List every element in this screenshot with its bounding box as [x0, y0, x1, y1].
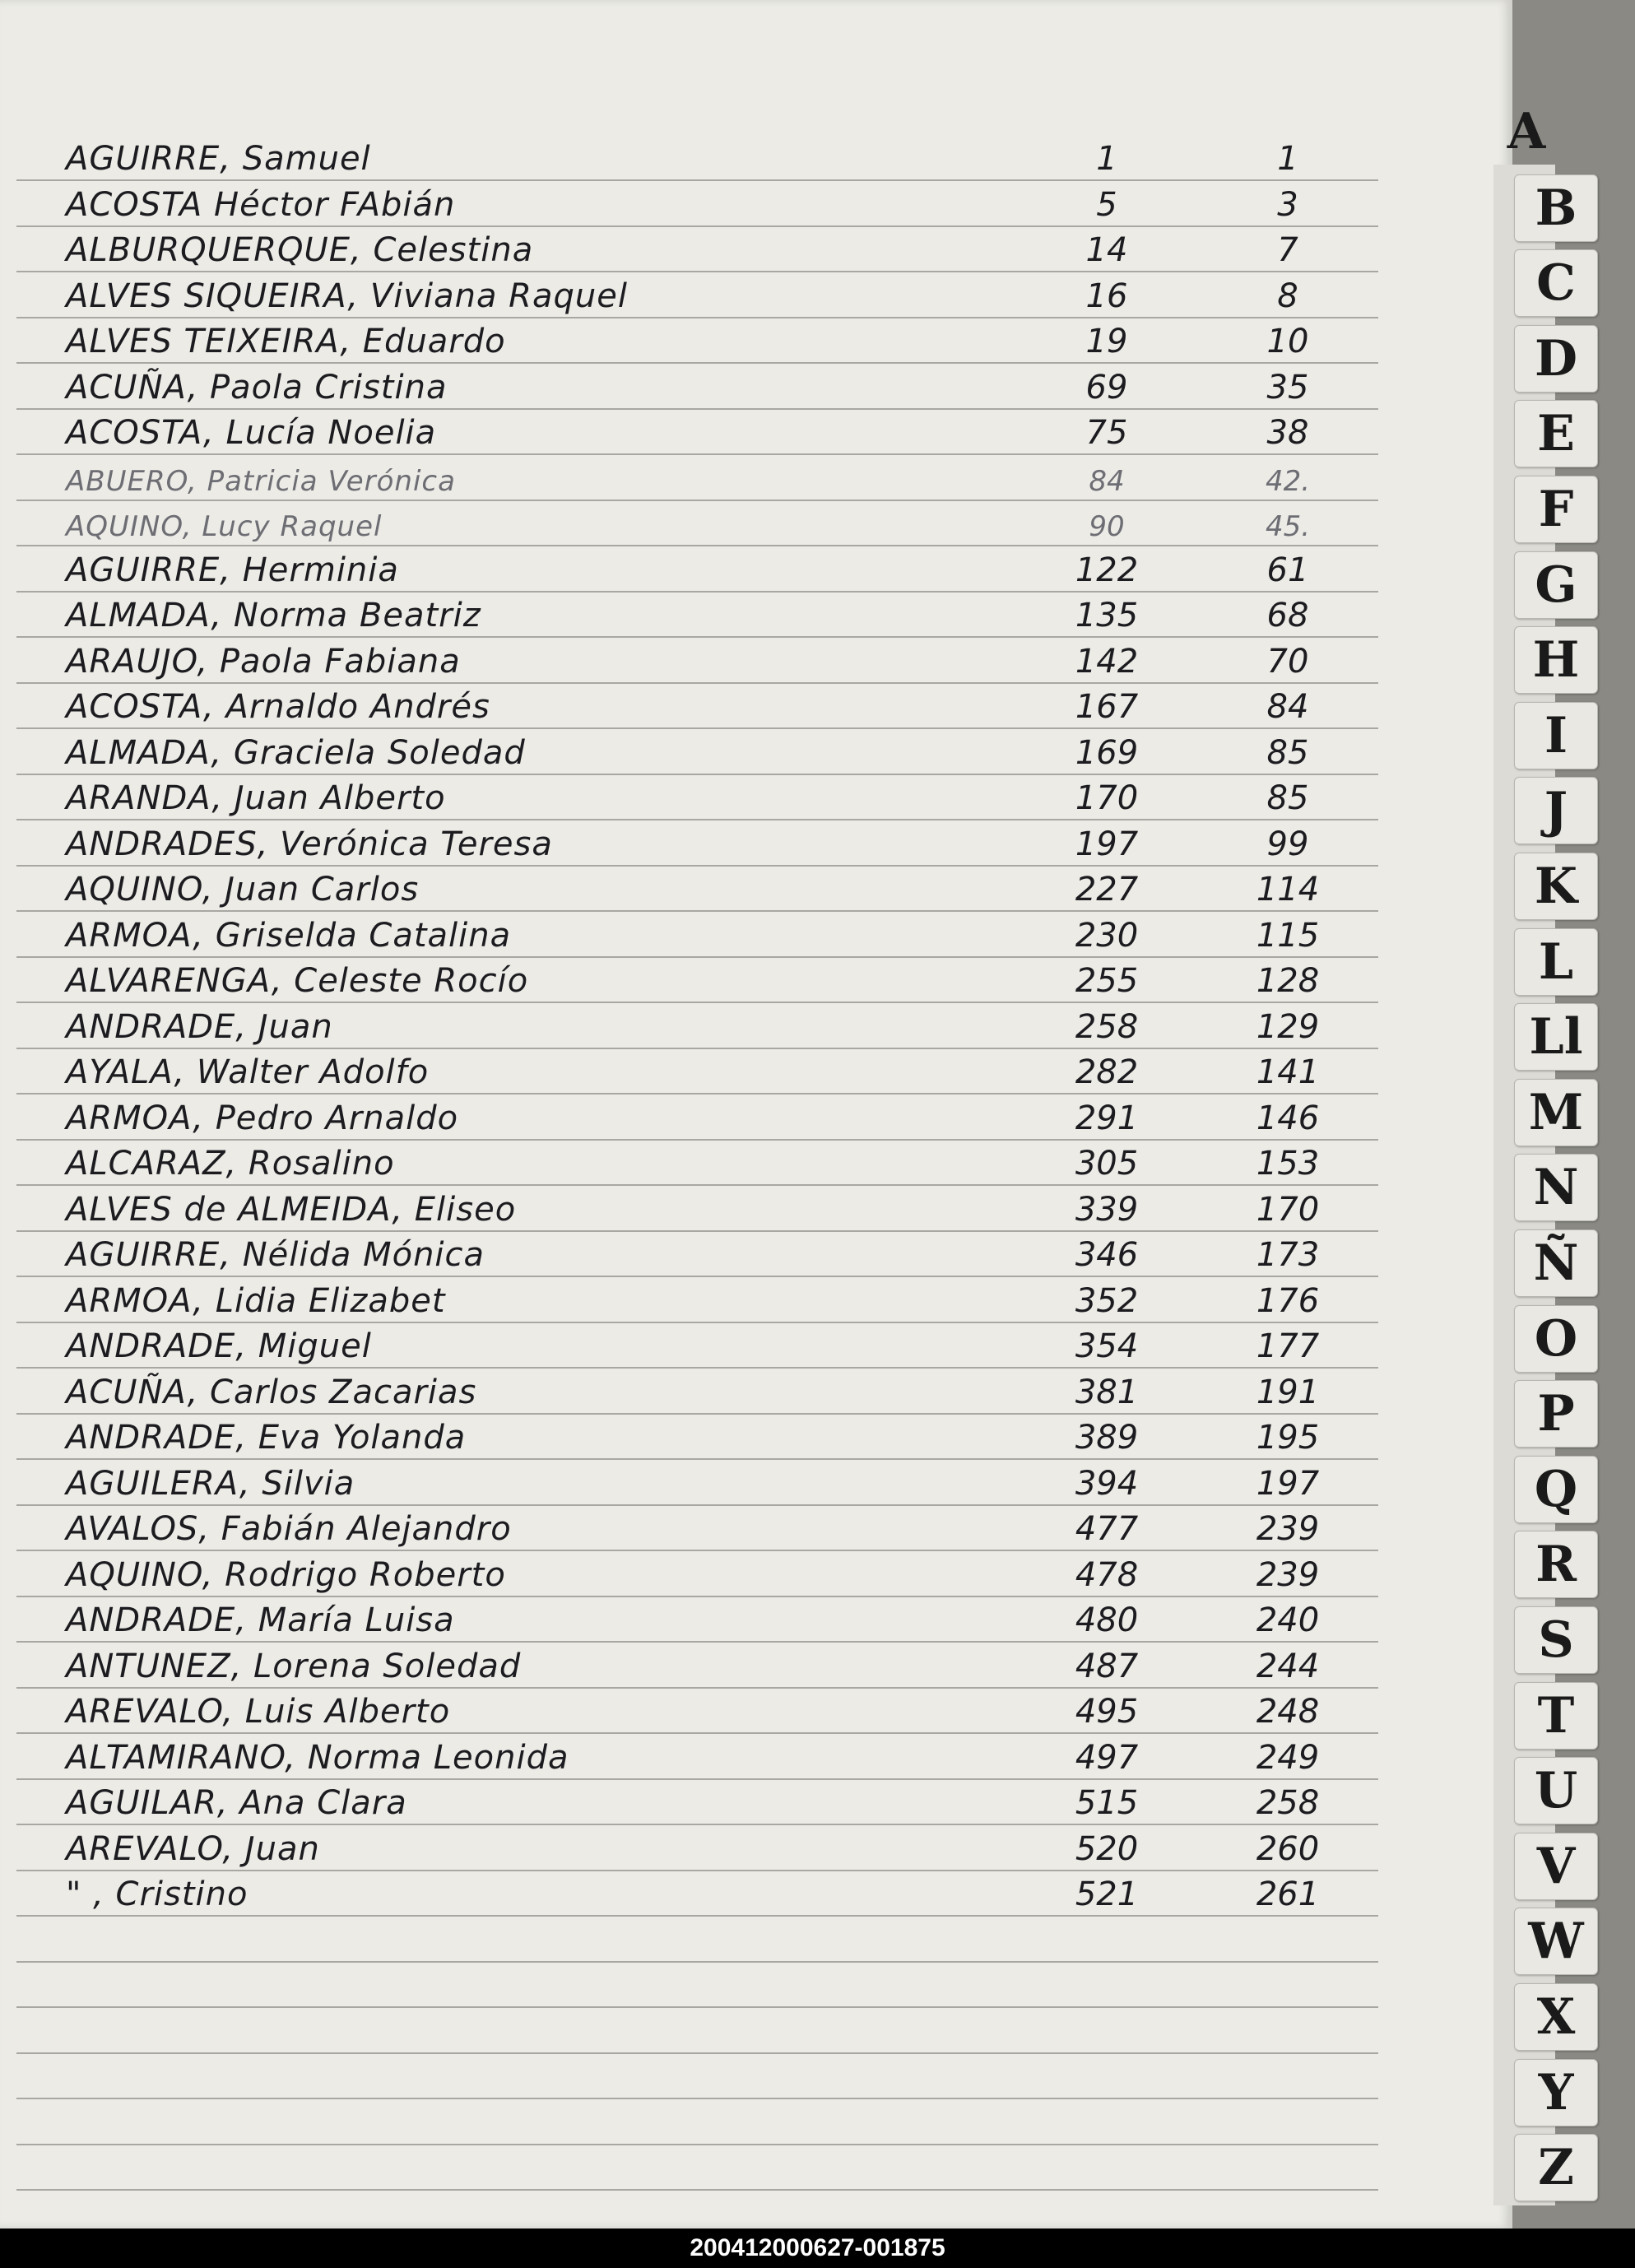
index-tab-28[interactable]: Z: [1514, 2134, 1598, 2201]
table-row: [0, 1459, 1512, 1504]
table-row: [0, 591, 1512, 636]
entry-number-1: 354: [1075, 1327, 1139, 1365]
entry-name: AQUINO, Lucy Raquel: [66, 510, 383, 543]
entry-number-1: 84: [1089, 464, 1125, 498]
index-tab-15[interactable]: N: [1514, 1154, 1598, 1221]
index-tab-16[interactable]: Ñ: [1514, 1229, 1598, 1297]
entry-name: ACOSTA, Arnaldo Andrés: [66, 688, 490, 726]
entry-number-1: 14: [1085, 231, 1128, 269]
index-tab-6[interactable]: F: [1514, 476, 1598, 543]
index-tab-13[interactable]: Ll: [1514, 1003, 1598, 1071]
entry-number-2: 129: [1256, 1007, 1320, 1046]
index-tab-12[interactable]: L: [1514, 928, 1598, 996]
table-row: [0, 682, 1512, 727]
entry-name: ANDRADE, María Luisa: [66, 1601, 455, 1639]
table-row: [0, 1413, 1512, 1458]
entry-number-1: 487: [1075, 1647, 1139, 1685]
table-row: [0, 1778, 1512, 1824]
ruled-line: [16, 2189, 1378, 2191]
index-tab-25[interactable]: W: [1514, 1908, 1598, 1975]
entry-name: ALTAMIRANO, Norma Leonida: [66, 1738, 569, 1777]
entry-number-2: 177: [1256, 1327, 1320, 1365]
entry-name: AGUIRRE, Herminia: [66, 551, 399, 589]
entry-number-2: 249: [1256, 1738, 1320, 1777]
entry-number-2: 70: [1266, 642, 1309, 681]
table-row: [0, 1322, 1512, 1367]
entry-number-1: 497: [1075, 1738, 1139, 1777]
entry-number-2: 258: [1256, 1784, 1320, 1822]
entry-number-1: 69: [1085, 368, 1128, 407]
entry-name: AQUINO, Juan Carlos: [66, 871, 420, 909]
entry-number-1: 521: [1075, 1875, 1139, 1913]
table-row: [0, 1094, 1512, 1139]
index-tab-19[interactable]: Q: [1514, 1456, 1598, 1523]
entry-number-2: 7: [1277, 231, 1298, 269]
index-tab-3[interactable]: C: [1514, 249, 1598, 317]
entry-number-1: 142: [1075, 642, 1139, 681]
entry-number-2: 239: [1256, 1555, 1320, 1594]
table-row: [0, 637, 1512, 682]
entry-number-2: 38: [1266, 414, 1309, 452]
entry-number-2: 61: [1266, 551, 1309, 589]
entry-number-2: 3: [1277, 185, 1298, 224]
table-row: [0, 1550, 1512, 1596]
entry-number-2: 114: [1256, 871, 1320, 909]
entry-number-2: 248: [1256, 1693, 1320, 1731]
entry-number-2: 99: [1266, 825, 1309, 863]
entry-number-1: 480: [1075, 1601, 1139, 1639]
entry-number-1: 170: [1075, 779, 1139, 817]
entry-number-2: 191: [1256, 1373, 1320, 1411]
index-tab-7[interactable]: G: [1514, 551, 1598, 619]
entry-number-2: 176: [1256, 1281, 1320, 1320]
table-row: [0, 774, 1512, 819]
table-row: [0, 820, 1512, 865]
entry-name: ACOSTA Héctor FAbián: [66, 185, 456, 224]
entry-number-2: 173: [1256, 1236, 1320, 1274]
entry-number-2: 197: [1256, 1464, 1320, 1503]
table-row: [0, 408, 1512, 453]
index-tab-27[interactable]: Y: [1514, 2059, 1598, 2126]
entry-number-2: 244: [1256, 1647, 1320, 1685]
table-row: [0, 1276, 1512, 1322]
table-row: [0, 865, 1512, 910]
entry-number-2: 35: [1266, 368, 1309, 407]
entry-name: ABUERO, Patricia Verónica: [66, 464, 456, 498]
entry-name: ANDRADE, Miguel: [66, 1327, 372, 1365]
entry-number-1: 389: [1075, 1419, 1139, 1457]
entry-number-1: 394: [1075, 1464, 1139, 1503]
index-tab-22[interactable]: T: [1514, 1682, 1598, 1750]
table-row: [0, 500, 1512, 545]
index-tab-1[interactable]: A: [1507, 103, 1546, 160]
entry-number-2: 146: [1256, 1099, 1320, 1137]
entry-name: " , Cristino: [66, 1875, 249, 1913]
entry-number-2: 261: [1256, 1875, 1320, 1913]
ruled-line: [16, 2144, 1378, 2145]
entry-name: ACUÑA, Paola Cristina: [66, 368, 448, 407]
entry-number-1: 75: [1085, 414, 1128, 452]
table-row: [0, 1596, 1512, 1641]
entry-number-1: 520: [1075, 1829, 1139, 1868]
entry-name: ALMADA, Norma Beatriz: [66, 597, 481, 634]
ruled-line: [16, 2098, 1378, 2099]
entry-name: AYALA, Walter Adolfo: [66, 1053, 430, 1091]
entry-number-1: 346: [1075, 1236, 1139, 1274]
entry-name: AREVALO, Juan: [66, 1829, 320, 1868]
entry-name: ALVES de ALMEIDA, Eliseo: [66, 1190, 517, 1229]
entry-number-2: 85: [1266, 733, 1309, 772]
entry-name: ANDRADE, Juan: [66, 1007, 333, 1046]
ruled-line: [16, 2052, 1378, 2054]
index-tab-9[interactable]: I: [1514, 702, 1598, 769]
entry-number-2: 1: [1277, 140, 1298, 178]
table-row: [0, 272, 1512, 317]
table-row: [0, 225, 1512, 271]
index-tab-18[interactable]: P: [1514, 1380, 1598, 1448]
entry-name: ANTUNEZ, Lorena Soledad: [66, 1647, 522, 1685]
entry-number-1: 478: [1075, 1555, 1139, 1594]
entry-name: AGUILERA, Silvia: [66, 1464, 355, 1503]
entry-number-1: 169: [1075, 733, 1139, 772]
entry-number-2: 239: [1256, 1510, 1320, 1548]
index-tab-10[interactable]: J: [1514, 777, 1598, 844]
entry-name: ALVES SIQUEIRA, Viviana Raquel: [66, 277, 628, 315]
entry-number-2: 240: [1256, 1601, 1320, 1639]
entry-number-2: 195: [1256, 1419, 1320, 1457]
ruled-line: [16, 2006, 1378, 2008]
entry-number-1: 135: [1075, 597, 1139, 634]
entry-number-1: 495: [1075, 1693, 1139, 1731]
table-row: [0, 180, 1512, 225]
ruled-line: [16, 1961, 1378, 1963]
index-tab-14[interactable]: M: [1514, 1079, 1598, 1146]
table-row: [0, 1368, 1512, 1413]
entry-name: ARMOA, Pedro Arnaldo: [66, 1099, 459, 1137]
entry-name: ANDRADE, Eva Yolanda: [66, 1419, 467, 1457]
entry-name: ALCARAZ, Rosalino: [66, 1145, 395, 1183]
entry-number-1: 230: [1075, 916, 1139, 955]
entry-name: AVALOS, Fabián Alejandro: [66, 1510, 512, 1548]
entry-number-1: 16: [1085, 277, 1128, 315]
index-tab-8[interactable]: H: [1514, 626, 1598, 694]
table-row: [0, 1642, 1512, 1687]
index-tab-23[interactable]: U: [1514, 1757, 1598, 1824]
table-row: [0, 1504, 1512, 1550]
ruled-line: [16, 1915, 1378, 1917]
scan-id-footer: 200412000627-001875: [0, 2228, 1635, 2268]
table-row: [0, 363, 1512, 408]
entry-number-1: 122: [1075, 551, 1139, 589]
entry-name: ARMOA, Griselda Catalina: [66, 916, 512, 955]
table-row: [0, 1870, 1512, 1915]
table-row: [0, 1048, 1512, 1093]
index-tab-5[interactable]: E: [1514, 400, 1598, 467]
index-tab-11[interactable]: K: [1514, 853, 1598, 920]
entry-number-1: 5: [1096, 185, 1117, 224]
entry-name: ARMOA, Lidia Elizabet: [66, 1281, 446, 1320]
entry-name: ALBURQUERQUE, Celestina: [66, 231, 534, 269]
entry-name: ACUÑA, Carlos Zacarias: [66, 1373, 477, 1411]
entry-number-1: 197: [1075, 825, 1139, 863]
entry-number-1: 1: [1096, 140, 1117, 178]
entry-number-2: 260: [1256, 1829, 1320, 1868]
entry-number-2: 10: [1266, 323, 1309, 360]
entry-number-2: 153: [1256, 1145, 1320, 1183]
entry-name: ARAUJO, Paola Fabiana: [66, 642, 461, 681]
table-row: [0, 1733, 1512, 1778]
table-row: [0, 546, 1512, 591]
table-row: [0, 134, 1512, 179]
table-row: [0, 911, 1512, 956]
entry-number-1: 339: [1075, 1190, 1139, 1229]
entry-name: AGUIRRE, Samuel: [66, 140, 371, 178]
table-row: [0, 956, 1512, 1002]
entry-name: ALVES TEIXEIRA, Eduardo: [66, 323, 506, 360]
entry-number-1: 227: [1075, 871, 1139, 909]
entry-name: AGUILAR, Ana Clara: [66, 1784, 407, 1822]
entry-name: ALVARENGA, Celeste Rocío: [66, 962, 529, 1000]
entry-name: ACOSTA, Lucía Noelia: [66, 414, 437, 452]
table-row: [0, 1002, 1512, 1048]
index-tab-24[interactable]: V: [1514, 1833, 1598, 1900]
entry-number-2: 84: [1266, 688, 1309, 726]
entry-number-1: 305: [1075, 1145, 1139, 1183]
entry-number-2: 8: [1277, 277, 1298, 315]
entry-name: ALMADA, Graciela Soledad: [66, 733, 526, 772]
entry-number-1: 90: [1089, 510, 1125, 543]
table-row: [0, 1185, 1512, 1230]
index-tab-26[interactable]: X: [1514, 1983, 1598, 2051]
entry-number-1: 477: [1075, 1510, 1139, 1548]
entry-name: ANDRADES, Verónica Teresa: [66, 825, 553, 863]
entry-number-1: 255: [1075, 962, 1139, 1000]
index-tab-2[interactable]: B: [1514, 174, 1598, 242]
index-tab-17[interactable]: O: [1514, 1305, 1598, 1373]
index-tab-20[interactable]: R: [1514, 1531, 1598, 1598]
entry-number-1: 19: [1085, 323, 1128, 360]
entry-number-1: 291: [1075, 1099, 1139, 1137]
entry-number-1: 258: [1075, 1007, 1139, 1046]
entry-number-2: 68: [1266, 597, 1309, 634]
table-row: [0, 1824, 1512, 1870]
entry-number-2: 115: [1256, 916, 1320, 955]
entry-number-2: 170: [1256, 1190, 1320, 1229]
entry-name: AREVALO, Luis Alberto: [66, 1693, 451, 1731]
entry-name: AGUIRRE, Nélida Mónica: [66, 1236, 485, 1274]
entry-name: AQUINO, Rodrigo Roberto: [66, 1555, 506, 1594]
table-row: [0, 454, 1512, 500]
table-row: [0, 728, 1512, 774]
entry-number-2: 128: [1256, 962, 1320, 1000]
table-row: [0, 1687, 1512, 1732]
entry-number-2: 42.: [1265, 464, 1311, 498]
entry-number-2: 85: [1266, 779, 1309, 817]
entry-number-2: 45.: [1265, 510, 1311, 543]
table-row: [0, 317, 1512, 362]
entry-number-2: 141: [1256, 1053, 1320, 1091]
entry-number-1: 282: [1075, 1053, 1139, 1091]
entry-number-1: 167: [1075, 688, 1139, 726]
entry-number-1: 381: [1075, 1373, 1139, 1411]
entry-name: ARANDA, Juan Alberto: [66, 779, 446, 817]
entry-number-1: 515: [1075, 1784, 1139, 1822]
index-tab-4[interactable]: D: [1514, 325, 1598, 393]
index-tab-21[interactable]: S: [1514, 1606, 1598, 1674]
table-row: [0, 1139, 1512, 1184]
entry-number-1: 352: [1075, 1281, 1139, 1320]
table-row: [0, 1230, 1512, 1276]
